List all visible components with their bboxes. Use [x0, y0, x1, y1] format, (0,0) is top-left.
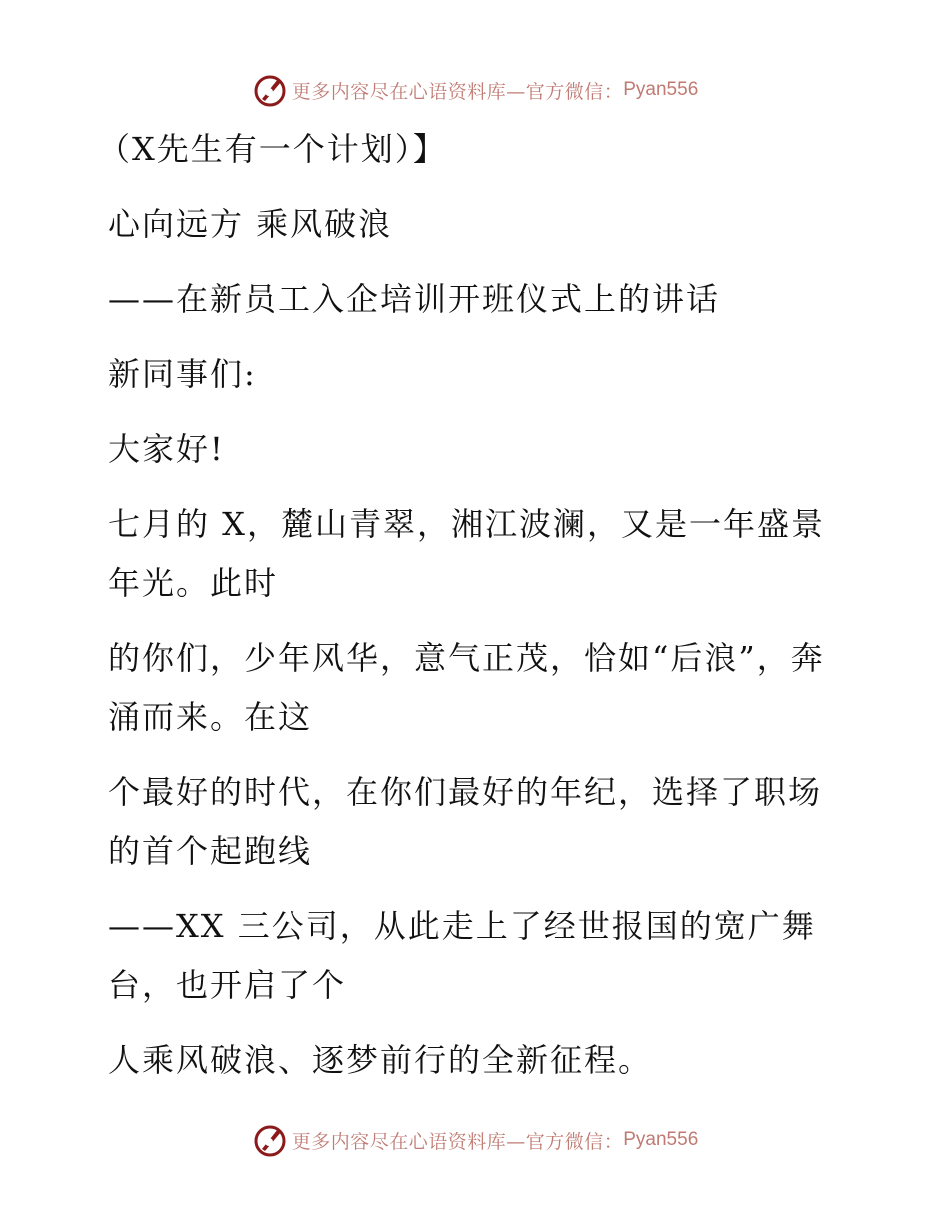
- quill-logo-icon: [252, 1122, 288, 1158]
- banner-wechat-handle: Pyan556: [623, 79, 699, 100]
- banner-wechat-handle: Pyan556: [623, 1129, 699, 1150]
- document-body: [98, 120, 838, 1106]
- quill-logo-icon: [252, 72, 288, 108]
- banner-text: 更多内容尽在心语资料库—官方微信：: [291, 1130, 624, 1153]
- doc-salutation: 新同事们:: [108, 355, 257, 393]
- header-banner: [0, 68, 950, 112]
- banner-text: 更多内容尽在心语资料库—官方微信：: [291, 80, 624, 103]
- doc-title: 心向远方 乘风破浪: [108, 205, 393, 243]
- footer-banner: [0, 1118, 950, 1162]
- doc-subtitle: ——在新员工入企培训开班仪式上的讲话: [108, 280, 721, 318]
- doc-paragraph: 人乘风破浪、逐梦前行的全新征程。: [108, 1041, 653, 1079]
- doc-paragraph: 的你们，少年风华，意气正茂，恰如“后浪”，奔涌而来。在这: [108, 639, 825, 736]
- doc-paragraph: ——XX 三公司，从此走上了经世报国的宽广舞台，也开启了个: [108, 907, 816, 1004]
- doc-greeting: 大家好!: [108, 430, 225, 468]
- doc-line-plan: （X先生有一个计划）】: [98, 130, 447, 168]
- doc-paragraph: 个最好的时代，在你们最好的年纪，选择了职场的首个起跑线: [108, 773, 823, 870]
- doc-paragraph: 七月的 X，麓山青翠，湘江波澜，又是一年盛景年光。此时: [108, 505, 825, 602]
